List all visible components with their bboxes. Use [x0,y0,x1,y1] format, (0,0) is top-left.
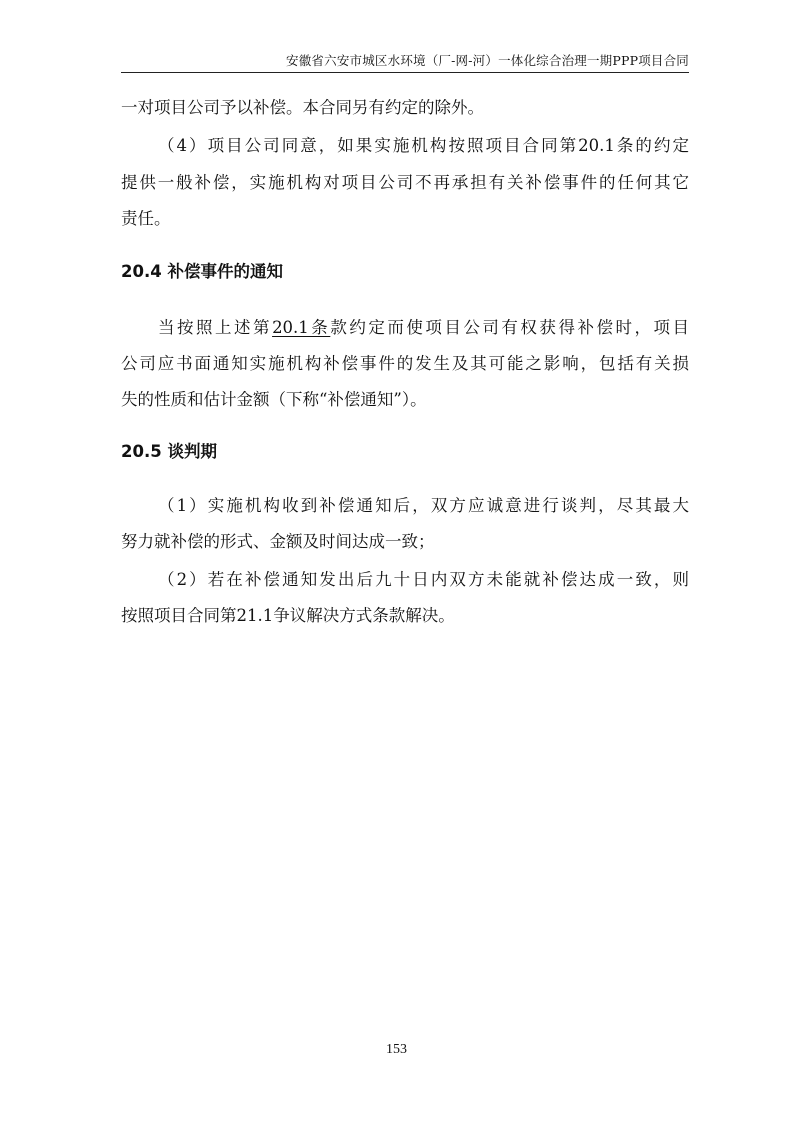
body-line-20-5-item2-1: （2）若在补偿通知发出后九十日内双方未能就补偿达成一致，则 [158,570,689,589]
section-heading-20-4: 20.4 补偿事件的通知 [121,262,283,281]
body-line-20-4-1 [158,318,689,338]
text-segment: 款约定而使项目公司有权获得补偿时，项目 [330,318,689,337]
text-segment: 当按照上述第 [158,318,273,337]
header-divider [121,72,689,73]
body-line-item4-2: 提供一般补偿，实施机构对项目公司不再承担有关补偿事件的任何其它 [121,173,689,192]
body-line-continued: 一对项目公司予以补偿。本合同另有约定的除外。 [121,98,484,117]
page-header-title: 安徽省六安市城区水环境（厂-网-河）一体化综合治理一期PPP项目合同 [286,53,689,68]
body-line-20-4-2: 公司应书面通知实施机构补偿事件的发生及其可能之影响，包括有关损 [121,354,689,373]
body-line-20-5-item2-2: 按照项目合同第21.1争议解决方式条款解决。 [121,606,455,625]
page-number: 153 [386,1042,407,1057]
body-line-20-5-item1-2: 努力就补偿的形式、金额及时间达成一致； [121,532,435,551]
section-heading-20-5: 20.5 谈判期 [121,442,217,461]
body-line-item4-3: 责任。 [121,209,171,228]
body-line-item4-1: （4）项目公司同意，如果实施机构按照项目合同第20.1条的约定 [158,136,689,155]
clause-reference: 20.1条 [272,318,331,337]
body-line-20-4-3: 失的性质和估计金额（下称“补偿通知”）。 [121,390,427,409]
body-line-20-5-item1-1: （1）实施机构收到补偿通知后，双方应诚意进行谈判，尽其最大 [158,496,689,515]
